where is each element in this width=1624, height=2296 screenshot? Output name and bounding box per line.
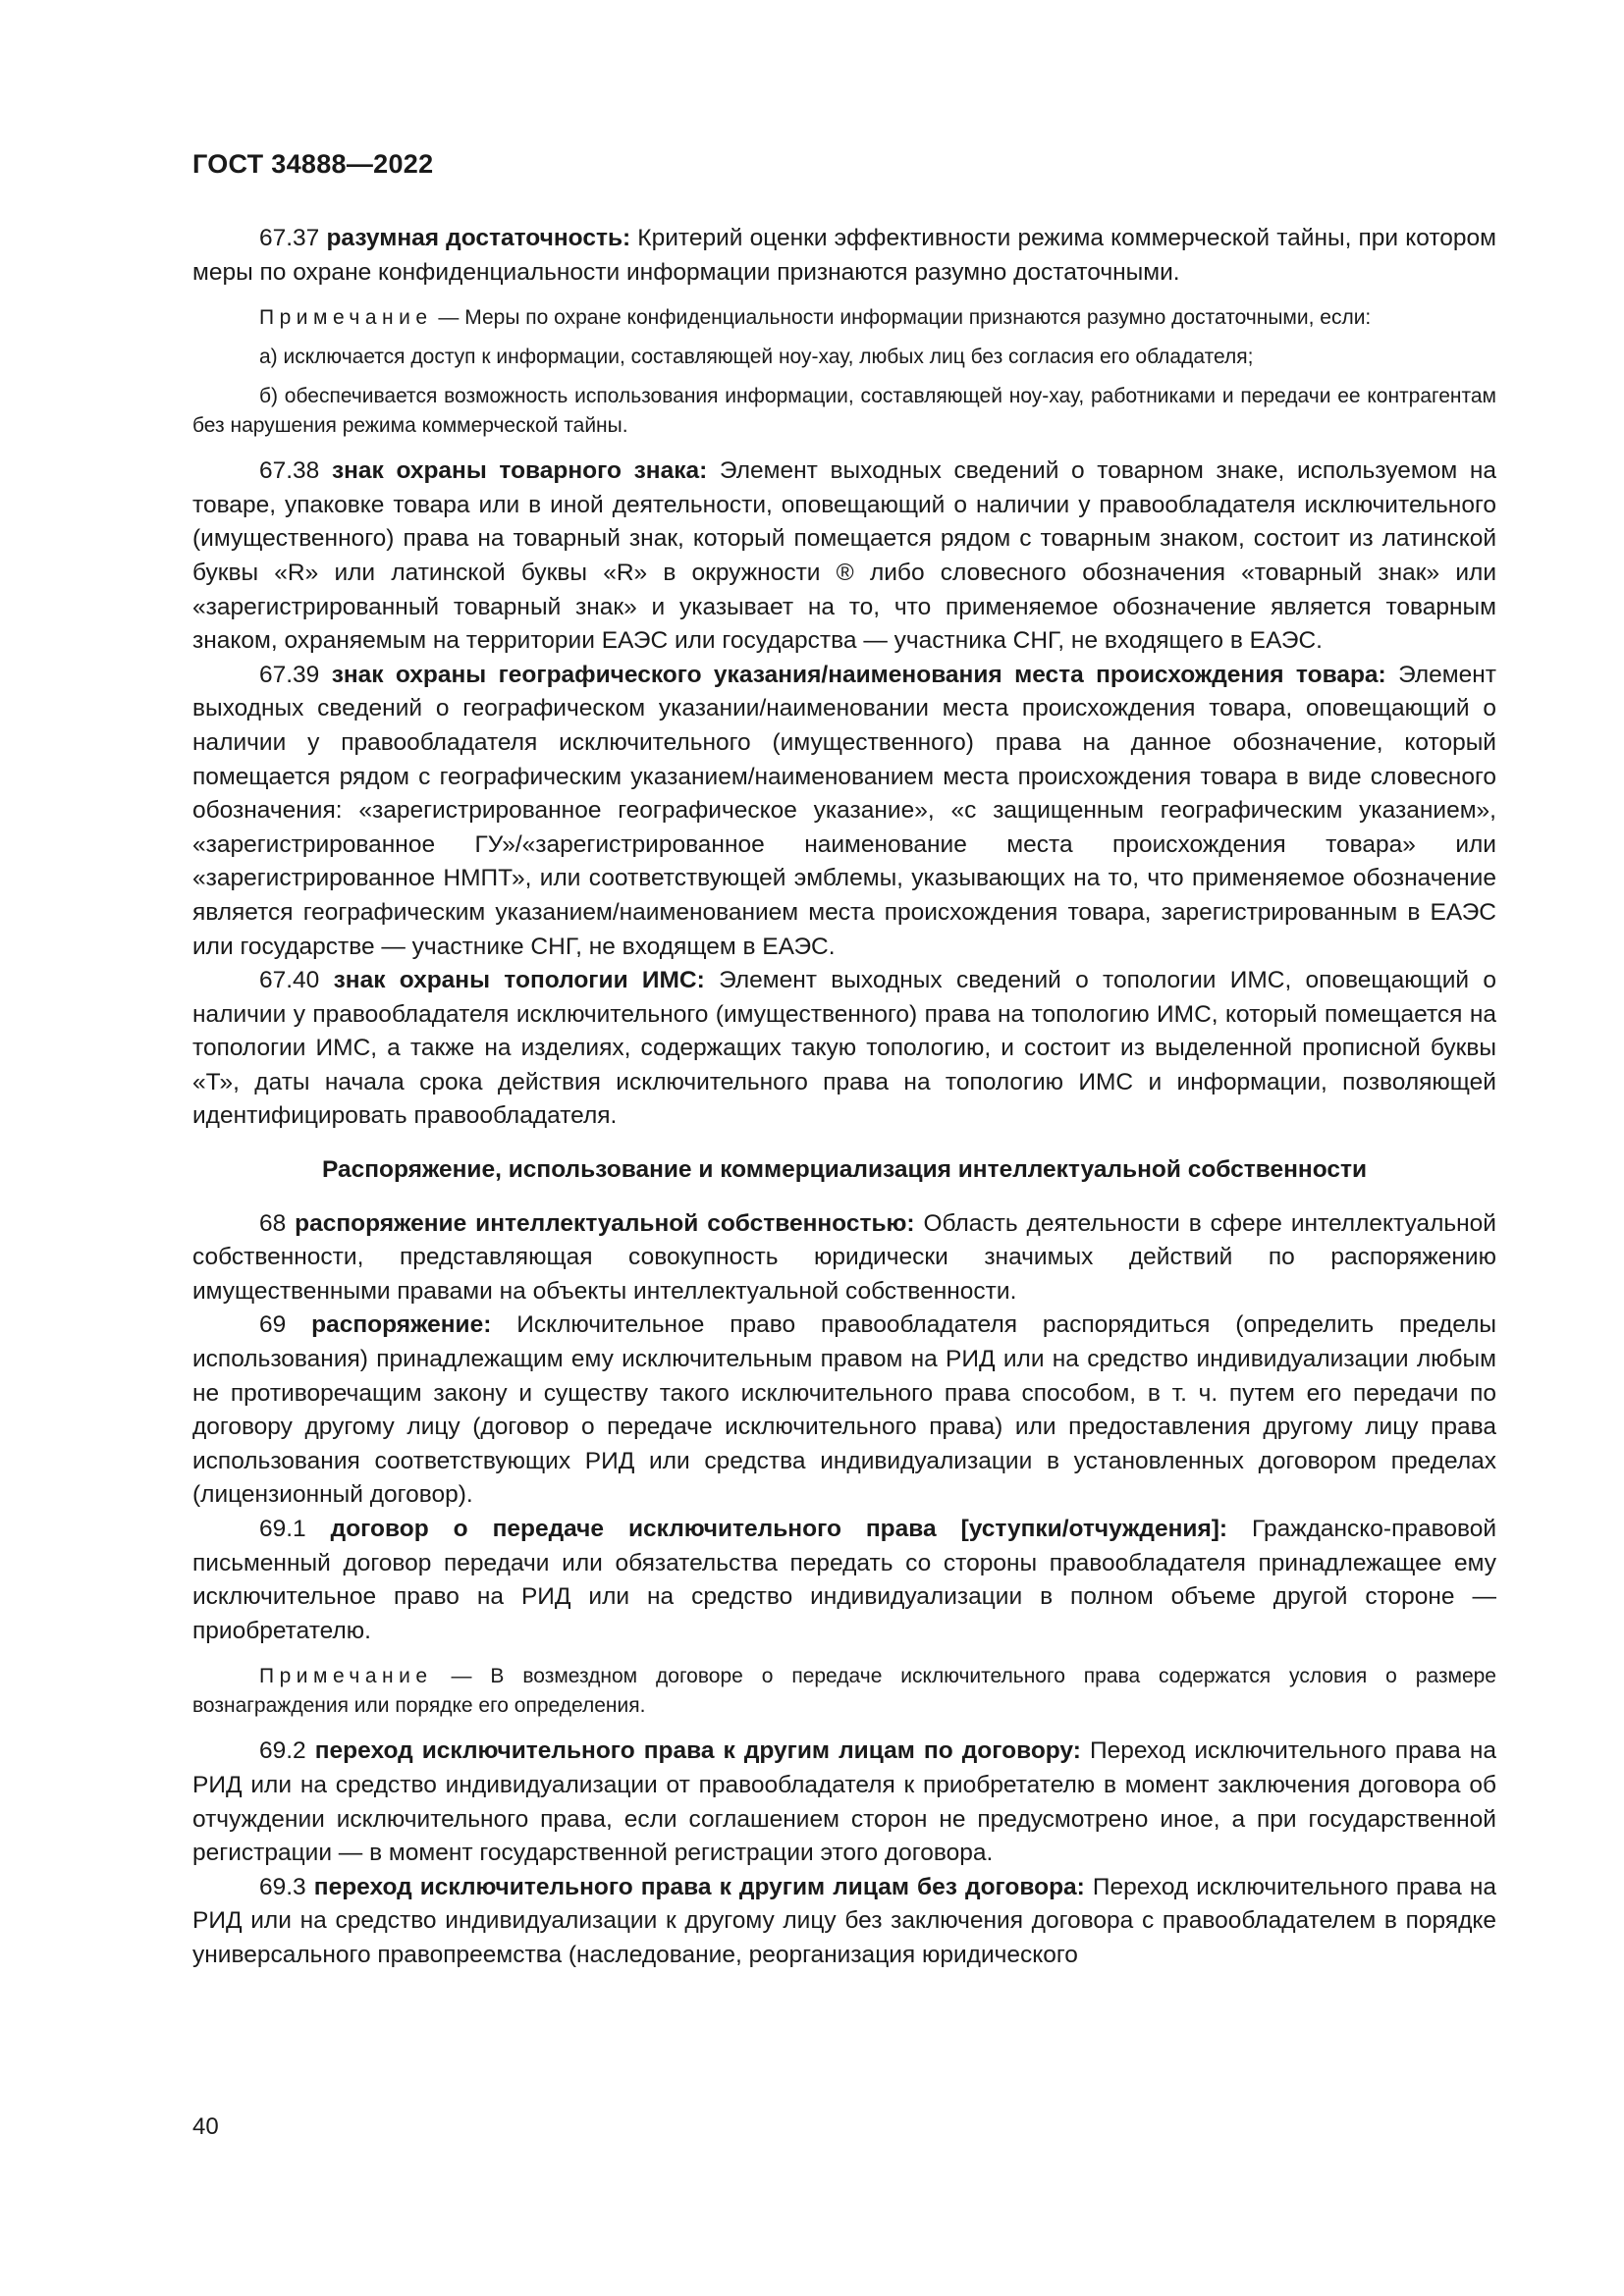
- term-number: 69.2: [259, 1737, 306, 1765]
- section-heading: Распоряжение, использование и коммерциализация интеллектуальной собственности: [321, 1156, 1368, 1184]
- term-definition: Переход исключительного права на РИД или на средство индивидуализации от правообладателя к приобретателю в момент заключения договора об отчуждении исключительного права, если соглашением сторон не предусмотрено иное, а при государственной регистрации — в момент государственной регистрации этого договора.: [192, 1737, 1496, 1867]
- term-definition: Элемент выходных сведений о географическом указании/наименовании места происхождения товара, оповещающий о наличии у правообладателя исключительного (имущественного) права на данное обозначение, который помещается рядом с географическим указанием/наименованием места происхождения товара в виде словесного обозначения: «зарегистрированное географическое указание», «с защищенным географическим указанием», «зарегистрированное ГУ»/«зарегистрированное наименование места происхождения товара» или «зарегистрированное НМПТ», или соответствующей эмблемы, указывающих на то, что применяемое обозначение является географическим указанием/наименованием места происхождения товара, зарегистрированным в ЕАЭС или государстве — участнике СНГ, не входящем в ЕАЭС.: [192, 661, 1497, 960]
- term-number: 69.3: [259, 1873, 306, 1900]
- document-id-header: ГОСТ 34888—2022: [192, 149, 434, 179]
- term-definition: Исключительное право правообладателя распорядиться (определить пределы использования) принадлежащим ему исключительным правом на РИД или на средство индивидуализации любым не противоречащим закону и существу такого исключительного права способом, в т. ч. путем его передачи по договору другому лицу (договор о передаче исключительного права) или предоставления другому лицу права использования соответствующих РИД или средства индивидуализации в установленных договором пределах (лицензионный договор).: [192, 1311, 1497, 1509]
- term-number: 67.40: [259, 967, 320, 994]
- term-title: знак охраны топологии ИМС:: [333, 967, 705, 994]
- term-number: 67.38: [259, 457, 320, 485]
- term-title: разумная достаточность:: [326, 225, 631, 251]
- term-title: распоряжение:: [311, 1311, 492, 1339]
- term-definition: Гражданско-правовой письменный договор передачи или обязательства передать со стороны правообладателя принадлежащее ему исключительное право на РИД или на средство индивидуализации в полном объеме другой стороне — приобретателю.: [192, 1516, 1497, 1644]
- term-number: 68: [259, 1209, 287, 1237]
- note-text: — Меры по охране конфиденциальности информации признаются разумно достаточными, если:: [432, 306, 1372, 330]
- term-68: [192, 1207, 1496, 1309]
- term-title: распоряжение интеллектуальной собственностью:: [295, 1209, 915, 1237]
- term-number: 69.1: [259, 1516, 306, 1542]
- term-69: [192, 1308, 1496, 1513]
- term-title: знак охраны товарного знака:: [331, 457, 708, 485]
- term-67-39: [192, 659, 1496, 964]
- term-definition: Область деятельности в сфере интеллектуальной собственности, представляющая совокупность юридически значимых действий по распоряжению имущественными правами на объекты интеллектуальной собственности.: [192, 1209, 1496, 1305]
- note-2: [192, 1662, 1496, 1721]
- note-1: [192, 303, 1496, 333]
- term-definition: Критерий оценки эффективности режима коммерческой тайны, при котором меры по охране конфиденциальности информации признаются разумно достаточными.: [192, 225, 1496, 286]
- term-67-37: [192, 222, 1496, 290]
- term-title: договор о передаче исключительного права [уступки/отчуждения]:: [330, 1516, 1228, 1542]
- term-number: 67.39: [259, 661, 320, 688]
- note-label: Примечание: [259, 1665, 433, 1688]
- note-label: Примечание: [259, 306, 433, 330]
- term-69-1: [192, 1513, 1496, 1648]
- document-body: [192, 222, 1496, 1973]
- page-number: 40: [192, 2113, 219, 2140]
- term-title: переход исключительного права к другим лицам по договору:: [314, 1737, 1081, 1765]
- term-67-40: [192, 964, 1496, 1134]
- term-67-38: [192, 454, 1496, 659]
- term-69-3: [192, 1871, 1496, 1973]
- note-item-b: б) обеспечивается возможность использования информации, составляющей ноу-хау, работниками и передачи ее контрагентам без нарушения режима коммерческой тайны.: [192, 385, 1496, 438]
- term-definition: Элемент выходных сведений о топологии ИМС, оповещающий о наличии у правообладателя исключительного (имущественного) права на топологию ИМС, который помещается на топологии ИМС, а также на изделиях, содержащих такую топологию, и состоит из выделенной прописной буквы «Т», даты начала срока действия исключительного права на топологию ИМС и информации, позволяющей идентифицировать правообладателя.: [192, 967, 1497, 1130]
- note-text: — В возмездном договоре о передаче исключительного права содержатся условия о размере вознаграждения или порядке его определения.: [192, 1665, 1496, 1718]
- term-title: переход исключительного права к другим лицам без договора:: [313, 1873, 1085, 1900]
- term-number: 67.37: [259, 225, 320, 251]
- term-title: знак охраны географического указания/наименования места происхождения товара:: [331, 661, 1386, 688]
- term-69-2: [192, 1735, 1496, 1870]
- term-number: 69: [259, 1311, 287, 1339]
- term-definition: Элемент выходных сведений о товарном знаке, используемом на товаре, упаковке товара или в иной деятельности, оповещающий о наличии у правообладателя исключительного (имущественного) права на товарный знак, который помещается рядом с товарным знаком, состоит из латинской буквы «R» или латинской буквы «R» в окружности ® либо словесного обозначения «товарный знак» или «зарегистрированный товарный знак» и указывает на то, что применяемое обозначение является товарным знаком, охраняемым на территории ЕАЭС или государства — участника СНГ, не входящего в ЕАЭС.: [192, 457, 1496, 655]
- term-definition: Переход исключительного права на РИД или на средство индивидуализации к другому лицу без заключения договора с правообладателем в порядке универсального правопреемства (наследование, реорганизация юридического: [192, 1873, 1496, 1968]
- note-item-a: а) исключается доступ к информации, составляющей ноу-хау, любых лиц без согласия его обладателя;: [259, 346, 1254, 369]
